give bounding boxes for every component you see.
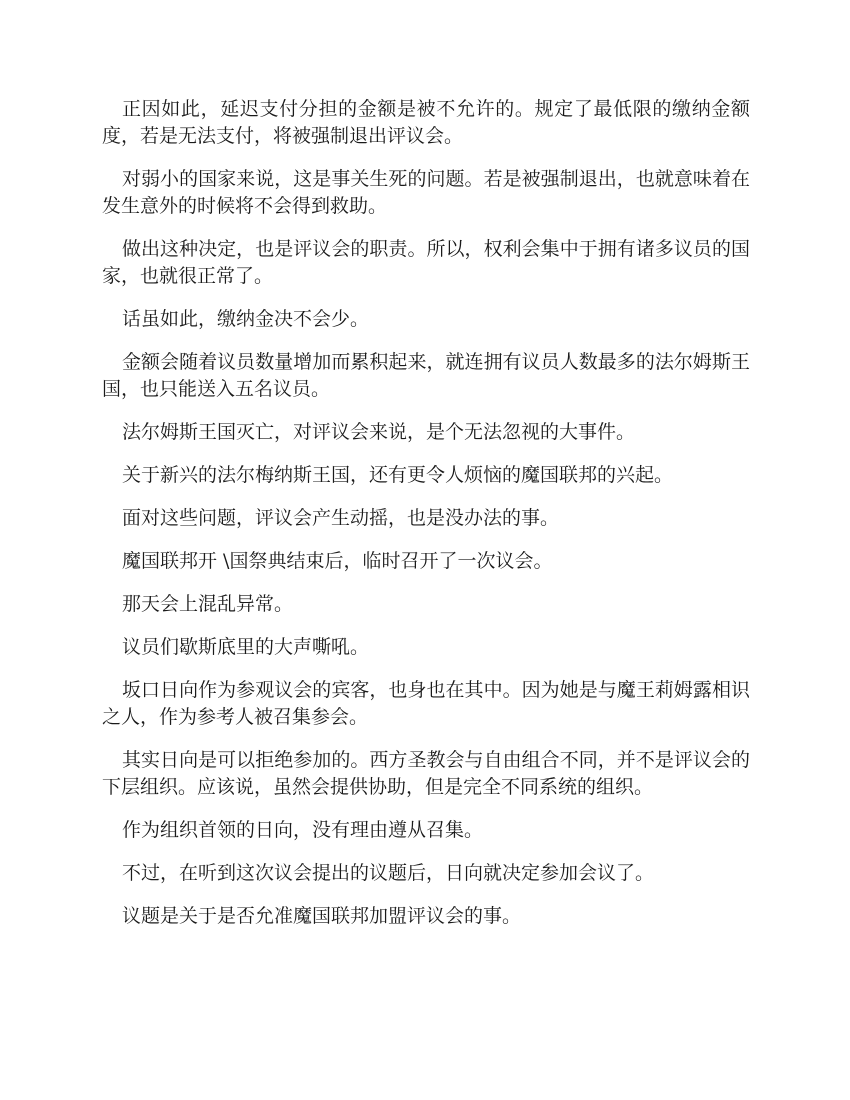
paragraph: 议员们歇斯底里的大声嘶吼。 [122,636,370,658]
paragraph: 那天会上混乱异常。 [122,593,294,615]
paragraph: 话虽如此，缴纳金决不会少。 [122,308,370,330]
paragraph: 坂口日向作为参观议会的宾客，也身也在其中。因为她是与魔王莉姆露相识之人，作为参考人被召集参会。 [102,679,750,728]
paragraph: 金额会随着议员数量增加而累积起来，就连拥有议员人数最多的法尔姆斯王国，也只能送入五名议员。 [102,351,750,400]
paragraph: 其实日向是可以拒绝参加的。西方圣教会与自由组合不同，并不是评议会的下层组织。应该说，虽然会提供协助，但是完全不同系统的组织。 [102,749,750,798]
paragraph: 对弱小的国家来说，这是事关生死的问题。若是被强制退出，也就意味着在发生意外的时候将不会得到救助。 [102,168,750,217]
paragraph: 作为组织首领的日向，没有理由遵从召集。 [122,819,484,841]
paragraph: 魔国联邦开 \国祭典结束后，临时召开了一次议会。 [122,550,553,572]
paragraph: 面对这些问题，评议会产生动摇，也是没办法的事。 [122,507,560,529]
paragraph: 不过，在听到这次议会提出的议题后，日向就决定参加会议了。 [122,862,655,884]
paragraph: 关于新兴的法尔梅纳斯王国，还有更令人烦恼的魔国联邦的兴起。 [122,464,674,486]
paragraph: 做出这种决定，也是评议会的职责。所以，权利会集中于拥有诸多议员的国家，也就很正常了。 [102,238,750,287]
document-body [102,96,750,946]
paragraph: 法尔姆斯王国灭亡，对评议会来说，是个无法忽视的大事件。 [122,421,636,443]
paragraph: 正因如此，延迟支付分担的金额是被不允许的。规定了最低限的缴纳金额度，若是无法支付，将被强制退出评议会。 [102,98,750,147]
paragraph: 议题是关于是否允准魔国联邦加盟评议会的事。 [122,905,522,927]
